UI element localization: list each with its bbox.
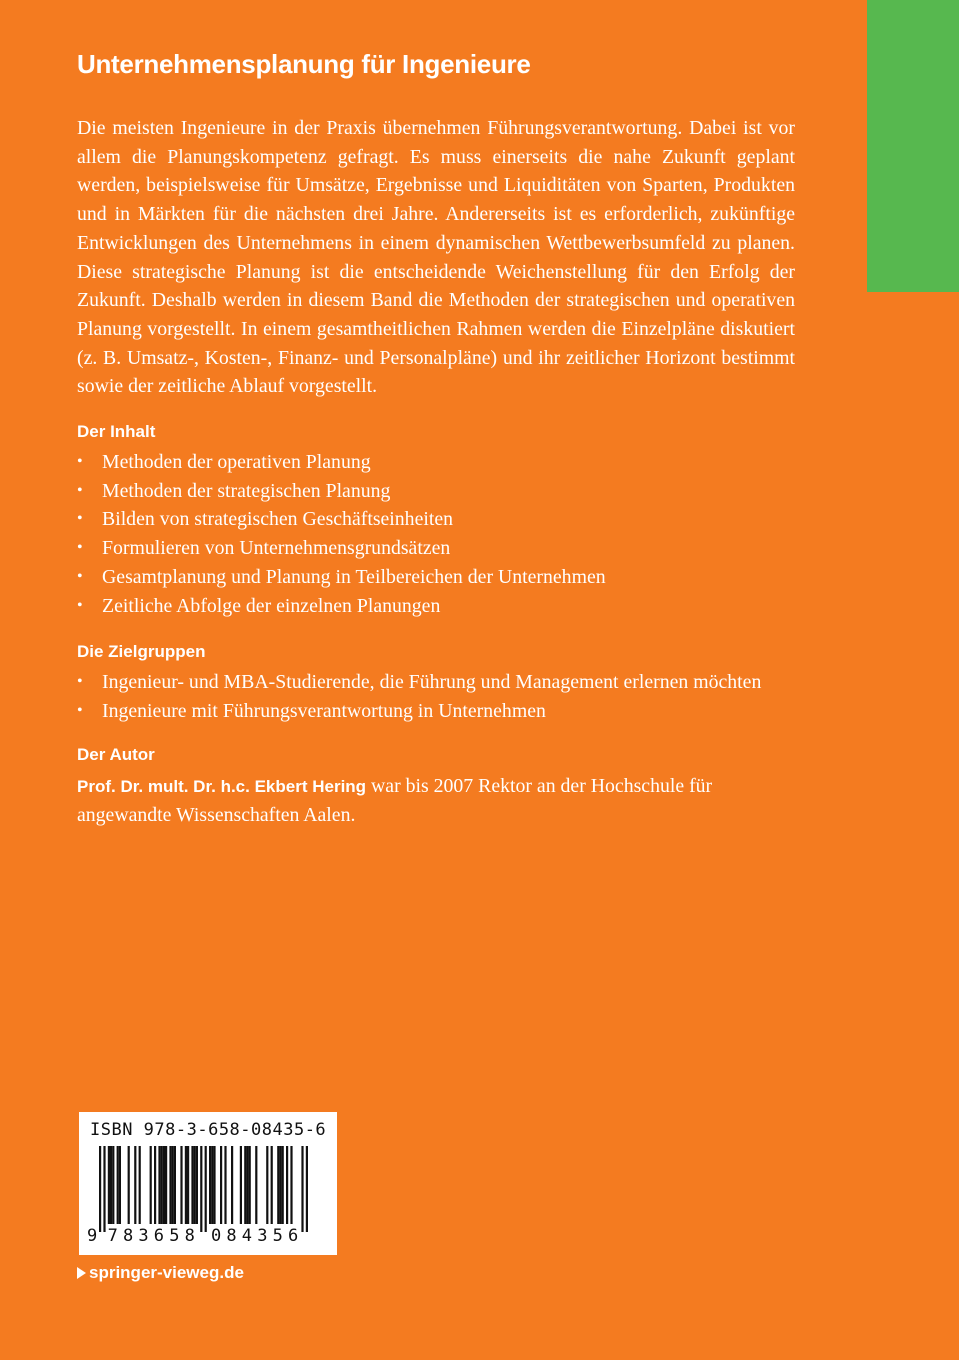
barcode-bar xyxy=(169,1146,171,1224)
barcode-bar xyxy=(103,1146,105,1232)
list-item-label: Gesamtplanung und Planung in Teilbereichen der Unternehmen xyxy=(102,565,606,588)
barcode-bar xyxy=(279,1146,281,1224)
barcode-bar xyxy=(205,1146,207,1232)
bullet-icon: • xyxy=(77,481,83,499)
barcode-bar xyxy=(110,1146,112,1224)
bullet-icon: • xyxy=(77,510,83,528)
list-item xyxy=(77,505,795,534)
list-item xyxy=(77,697,795,726)
ean-digit: 6 xyxy=(288,1226,299,1246)
bullet-icon: • xyxy=(77,453,83,471)
barcode-bar xyxy=(187,1146,189,1224)
ean-digit: 4 xyxy=(241,1226,253,1246)
barcode-bar xyxy=(220,1146,222,1224)
ean-digit: 7 xyxy=(107,1226,118,1246)
barcode-bar xyxy=(172,1146,174,1224)
barcode-bar xyxy=(271,1146,273,1224)
publisher-link[interactable] xyxy=(77,1263,244,1283)
barcode-bar xyxy=(200,1146,202,1232)
barcode-bar xyxy=(108,1146,110,1224)
barcode-bar xyxy=(99,1146,101,1232)
list-item-label: Formulieren von Unternehmensgrundsätzen xyxy=(102,537,451,560)
barcode-bar xyxy=(191,1146,193,1224)
barcode-bar xyxy=(139,1146,141,1224)
barcode-bar xyxy=(161,1146,163,1224)
barcode-bar xyxy=(158,1146,160,1224)
bullet-icon: • xyxy=(77,701,83,719)
barcode-bar xyxy=(286,1146,288,1224)
ean-digit: 8 xyxy=(184,1226,195,1246)
barcode-bar xyxy=(128,1146,130,1224)
inhalt-heading: Der Inhalt xyxy=(77,422,156,442)
barcode-bar xyxy=(306,1146,308,1232)
barcode-bar xyxy=(277,1146,279,1224)
book-title: Unternehmensplanung für Ingenieure xyxy=(77,49,531,79)
list-item-label: Methoden der strategischen Planung xyxy=(102,479,391,502)
list-item xyxy=(77,563,795,592)
zielgruppen-list xyxy=(77,668,795,725)
barcode-bar xyxy=(163,1146,165,1224)
ean-digit: 3 xyxy=(138,1226,149,1246)
bullet-icon: • xyxy=(77,539,83,557)
barcode-bar xyxy=(174,1146,176,1224)
barcode-bar xyxy=(282,1146,284,1224)
cover-content xyxy=(77,46,795,830)
barcode-bar xyxy=(112,1146,114,1224)
barcode-bar xyxy=(231,1146,233,1224)
ean-digit: 8 xyxy=(123,1226,134,1246)
author-bio xyxy=(77,772,795,830)
ean-digit: 3 xyxy=(257,1226,268,1246)
barcode-bar xyxy=(119,1146,121,1224)
author-name: Prof. Dr. mult. Dr. h.c. Ekbert Hering xyxy=(77,776,367,796)
isbn-label: ISBN 978-3-658-08435-6 xyxy=(90,1120,327,1140)
list-item xyxy=(77,592,795,621)
barcode-bar xyxy=(209,1146,211,1224)
list-item xyxy=(77,534,795,563)
zielgruppen-heading: Die Zielgruppen xyxy=(77,642,206,662)
list-item-label: Zeitliche Abfolge der einzelnen Planungen xyxy=(102,594,441,617)
inhalt-list xyxy=(77,448,795,620)
barcode-bar xyxy=(150,1146,152,1224)
autor-heading: Der Autor xyxy=(77,744,155,764)
ean-digit: 6 xyxy=(153,1226,165,1246)
list-item-label: Ingenieure mit Führungsverantwortung in Unternehmen xyxy=(102,699,546,722)
list-item xyxy=(77,668,795,697)
list-item xyxy=(77,477,795,506)
barcode-bar xyxy=(224,1146,226,1224)
ean-digit: 5 xyxy=(272,1226,283,1246)
barcode-bar xyxy=(194,1146,196,1224)
author-bio-text: war bis 2007 Rektor an der Hochschule für angewandte Wissenschaften Aalen. xyxy=(77,774,713,827)
barcode-bars xyxy=(85,1146,331,1232)
barcode-bar xyxy=(185,1146,187,1224)
ean-digit: 9 xyxy=(87,1226,98,1246)
bullet-icon: • xyxy=(77,673,83,691)
green-accent-tab xyxy=(867,0,959,292)
list-item xyxy=(77,448,795,477)
bullet-icon: • xyxy=(77,567,83,585)
list-item-label: Ingenieur- und MBA-Studierende, die Führung und Management erlernen möchten xyxy=(102,671,762,694)
barcode-bar xyxy=(246,1146,248,1224)
barcode-bar xyxy=(134,1146,136,1224)
ean-digit: 0 xyxy=(211,1226,222,1246)
list-item-label: Methoden der operativen Planung xyxy=(102,451,371,474)
barcode-bar xyxy=(244,1146,246,1224)
barcode-bar xyxy=(154,1146,156,1224)
barcode-bar xyxy=(117,1146,119,1224)
barcode-bar xyxy=(266,1146,268,1224)
publisher-link-label: springer-vieweg.de xyxy=(89,1263,244,1282)
ean-digit: 5 xyxy=(169,1226,180,1246)
barcode-bar xyxy=(180,1146,182,1224)
isbn-barcode xyxy=(79,1112,337,1255)
arrow-right-icon xyxy=(77,1267,86,1279)
ean-digit: 8 xyxy=(226,1226,237,1246)
list-item-label: Bilden von strategischen Geschäftseinheiten xyxy=(102,508,454,531)
barcode-bar xyxy=(249,1146,251,1224)
barcode-bar xyxy=(213,1146,215,1224)
barcode-bar xyxy=(240,1146,242,1224)
book-description: Die meisten Ingenieure in der Praxis übernehmen Führungsverantwortung. Dabei ist vor allem die Planungskompetenz gefragt. Es muss einerseits die nahe Zukunft geplant werden, beispielsweise für Umsätze, Ergebnisse und Liquiditäten von Sparten, Produkten und in Märkten für die nächsten drei Jahre. Andererseits ist es erforderlich, zukünftige Entwicklungen des Unternehmens in einem dynamischen Wettbewerbsumfeld zu planen. Diese strategische Planung ist die entscheidende Weichenstellung für den Erfolg der Zukunft. Deshalb werden in diesem Band die Methoden der strategischen und operativen Planung vorgestellt. In einem gesamtheitlichen Rahmen werden die Einzelpläne diskutiert (z. B. Umsatz-, Kosten-, Finanz- und Personalpläne) und ihr zeitlicher Horizont bestimmt sowie der zeitliche Ablauf vorgestellt. xyxy=(77,117,795,398)
barcode-bar xyxy=(301,1146,303,1232)
barcode-bar xyxy=(211,1146,213,1224)
bullet-icon: • xyxy=(77,596,83,614)
barcode-bar xyxy=(255,1146,257,1224)
barcode-bar xyxy=(165,1146,167,1224)
barcode-bar xyxy=(196,1146,198,1224)
barcode-bar xyxy=(290,1146,292,1224)
